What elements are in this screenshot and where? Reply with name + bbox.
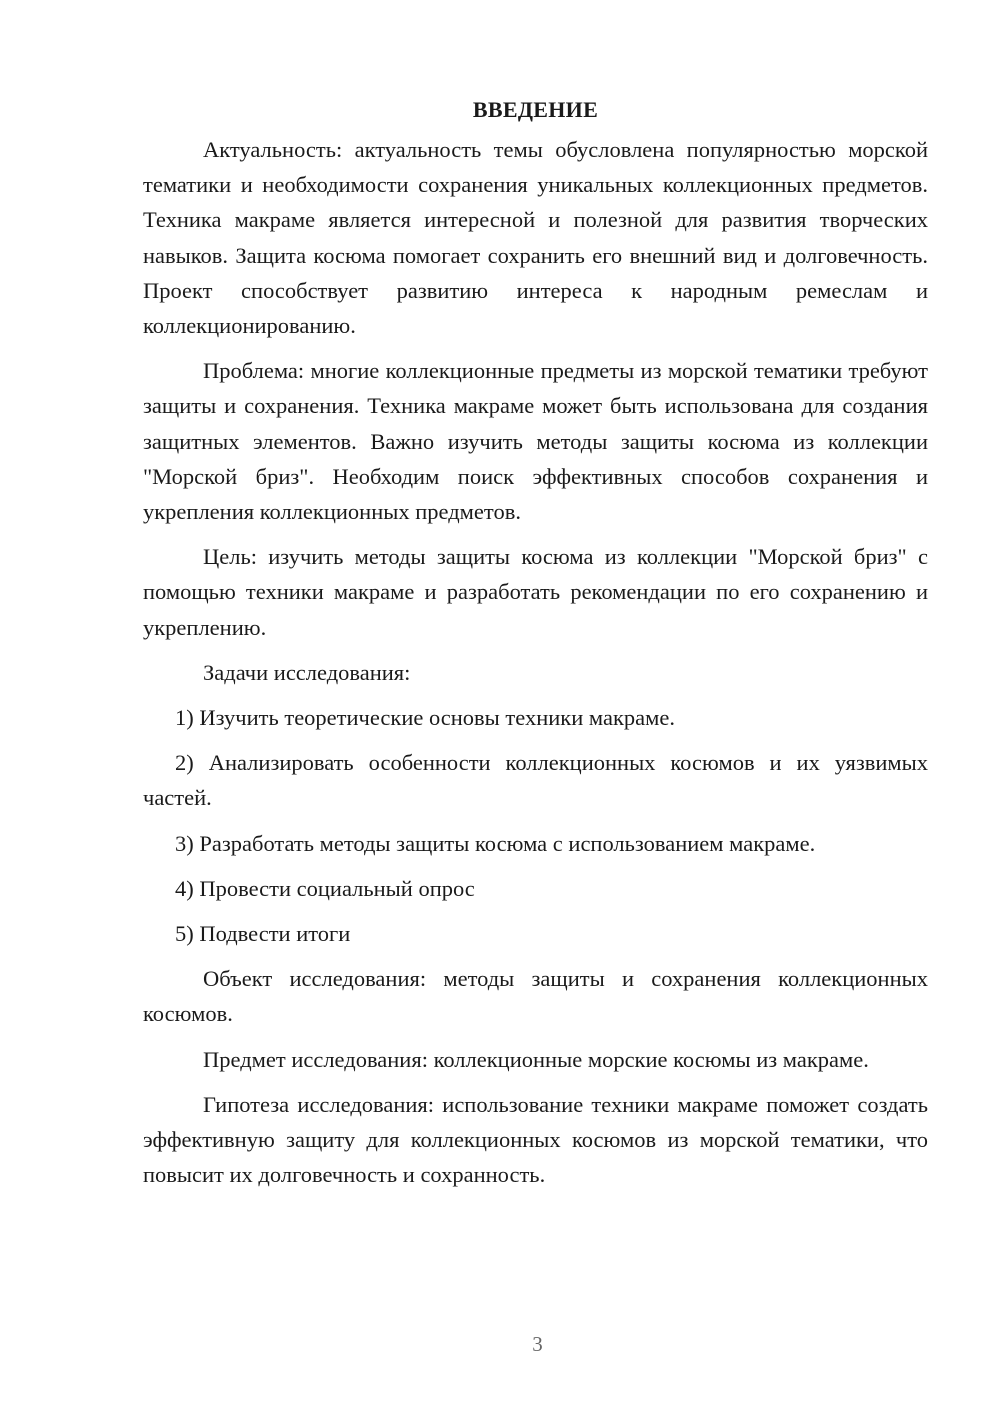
paragraph-subject: Предмет исследования: коллекционные морские косюмы из макраме. (203, 1046, 869, 1072)
paragraph-hypothesis: Гипотеза исследования: использование техники макраме поможет создать эффективную защиту для коллекционных косюмов из морской тематики, что повысит их долговечность и сохранность. (143, 1091, 928, 1188)
task-item-1: 1) Изучить теоретические основы техники макраме. (175, 705, 675, 731)
tasks-heading: Задачи исследования: (203, 659, 411, 685)
task-item-2: 2) Анализировать особенности коллекционных косюмов и их уязвимых частей. (143, 750, 928, 811)
page-title: ВВЕДЕНИЕ (472, 97, 599, 122)
page-number: 3 (532, 1332, 543, 1356)
task-item-4: 4) Провести социальный опрос (175, 875, 475, 901)
paragraph-object: Объект исследования: методы защиты и сохранения коллекционных косюмов. (143, 966, 928, 1027)
paragraph-relevance: Актуальность: актуальность темы обусловлена популярностью морской тематики и необходимости сохранения уникальных коллекционных предметов. Техника макраме является интересной и полезной для развития творческих навыков. Защита косюма помогает сохранить его внешний вид и долговечность. Проект способствует развитию интереса к народным ремеслам и коллекционированию. (143, 137, 928, 339)
page-content (143, 92, 928, 1202)
task-item-5: 5) Подвести итоги (175, 921, 351, 947)
paragraph-goal: Цель: изучить методы защиты косюма из коллекции "Морской бриз" с помощью техники макраме и разработать рекомендации по его сохранению и укреплению. (143, 544, 928, 640)
task-item-3: 3) Разработать методы защиты косюма с использованием макраме. (175, 830, 816, 856)
paragraph-problem: Проблема: многие коллекционные предметы из морской тематики требуют защиты и сохранения. Техника макраме может быть использована для создания защитных элементов. Важно изучить методы защиты косюма из коллекции "Морской бриз". Необходим поиск эффективных способов сохранения и укрепления коллекционных предметов. (143, 358, 928, 525)
